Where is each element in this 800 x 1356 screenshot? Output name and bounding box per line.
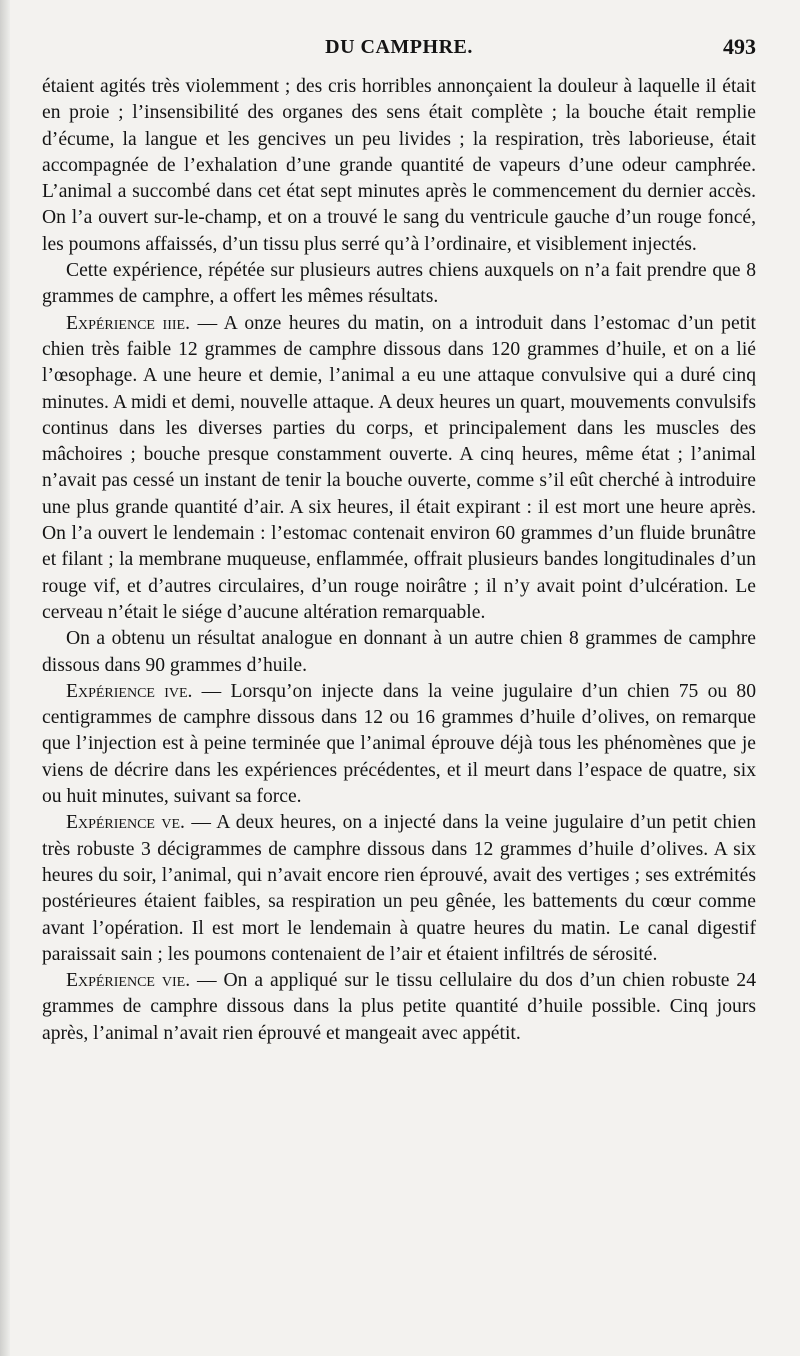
paragraph-text: Cette expérience, répétée sur plusieurs autres chiens auxquels on n’a fait prendre que 8 grammes de camphre, a offert les mêmes résultats. xyxy=(42,260,756,308)
paragraph-text: — Lorsqu’on injecte dans la veine jugulaire d’un chien 75 ou 80 centigrammes de camphre dissous dans 12 ou 16 grammes d’huile d’olives, on remarque que l’injection est à peine terminée que l’animal éprouve déjà tous les phénomènes que je viens de décrire dans les expériences précédentes, et il meurt dans l’espace de quatre, six ou huit minutes, suivant sa force. xyxy=(42,680,756,808)
running-title: DU CAMPHRE. xyxy=(325,36,473,58)
experience-heading: Expérience vie. xyxy=(66,970,191,992)
page-header xyxy=(42,36,756,66)
paragraph-experience-4 xyxy=(42,679,756,810)
experience-heading: Expérience iiie. xyxy=(66,312,190,334)
paragraph-repeat-experiment xyxy=(42,258,756,311)
paragraph-text: On a obtenu un résultat analogue en donnant à un autre chien 8 grammes de camphre dissous dans 90 grammes d’huile. xyxy=(42,628,756,676)
paragraph-analogous-result xyxy=(42,626,756,679)
paragraph-experience-5 xyxy=(42,810,756,968)
experience-heading: Expérience ve. xyxy=(66,812,185,834)
experience-heading: Expérience ive. xyxy=(66,680,193,702)
paragraph-text: — A deux heures, on a injecté dans la veine jugulaire d’un petit chien très robuste 3 décigrammes de camphre dissous dans 12 grammes d’huile d’olives. A six heures du soir, l’animal, qui n’avait encore rien éprouvé, avait des vertiges ; ses extrémités postérieures étaient faibles, sa respiration un peu gênée, les battements du cœur comme avant l’opération. Il est mort le lendemain à quatre heures du matin. Le canal digestif paraissait sain ; les poumons contenaient de l’air et étaient infiltrés de sérosité. xyxy=(42,812,756,965)
paragraph-text: — A onze heures du matin, on a introduit dans l’estomac d’un petit chien très faible 12 grammes de camphre dissous dans 120 grammes d’huile, et on a lié l’œsophage. A une heure et demie, l’animal a eu une attaque convulsive qui a duré cinq minutes. A midi et demi, nouvelle attaque. A deux heures un quart, mouvements convulsifs continus dans les diverses parties du corps, et principalement dans les muscles des mâchoires ; bouche presque constamment ouverte. A cinq heures, même état ; l’animal n’avait pas cessé un instant de tenir la bouche ouverte, comme s’il eût cherché à introduire une plus grande quantité d’air. A six heures, il était expirant : il est mort une heure après. On l’a ouvert le lendemain : l’estomac contenait environ 60 grammes d’un fluide brunâtre et filant ; la membrane muqueuse, enflammée, offrait plusieurs bandes longitudinales d’un rouge vif, et d’autres circulaires, d’un rouge noirâtre ; il n’y avait point d’ulcération. Le cerveau n’était le siége d’aucune altération remarquable. xyxy=(42,312,756,623)
page-number: 493 xyxy=(723,34,756,59)
paragraph-experience-6 xyxy=(42,968,756,1047)
paragraph-text: étaient agités très violemment ; des cris horribles annonçaient la douleur à laquelle il était en proie ; l’insensibilité des organes des sens était complète ; la bouche était remplie d’écume, la langue et les gencives un peu livides ; la respiration, très laborieuse, était accompagnée de l’exhalation d’une grande quantité de vapeurs d’une odeur camphrée. L’animal a succombé dans cet état sept minutes après le commencement du dernier accès. On l’a ouvert sur-le-champ, et on a trouvé le sang du ventricule gauche d’un rouge foncé, les poumons affaissés, d’un tissu plus serré qu’à l’ordinaire, et visiblement injectés. xyxy=(42,76,756,255)
body-text xyxy=(42,74,756,1047)
paragraph-experience-3 xyxy=(42,311,756,627)
paragraph-continuation xyxy=(42,74,756,258)
page-edge-shadow xyxy=(0,0,10,1356)
paragraph-text: — On a appliqué sur le tissu cellulaire du dos d’un chien robuste 24 grammes de camphre dissous dans la plus petite quantité d’huile possible. Cinq jours après, l’animal n’avait rien éprouvé et mangeait avec appétit. xyxy=(42,970,756,1044)
